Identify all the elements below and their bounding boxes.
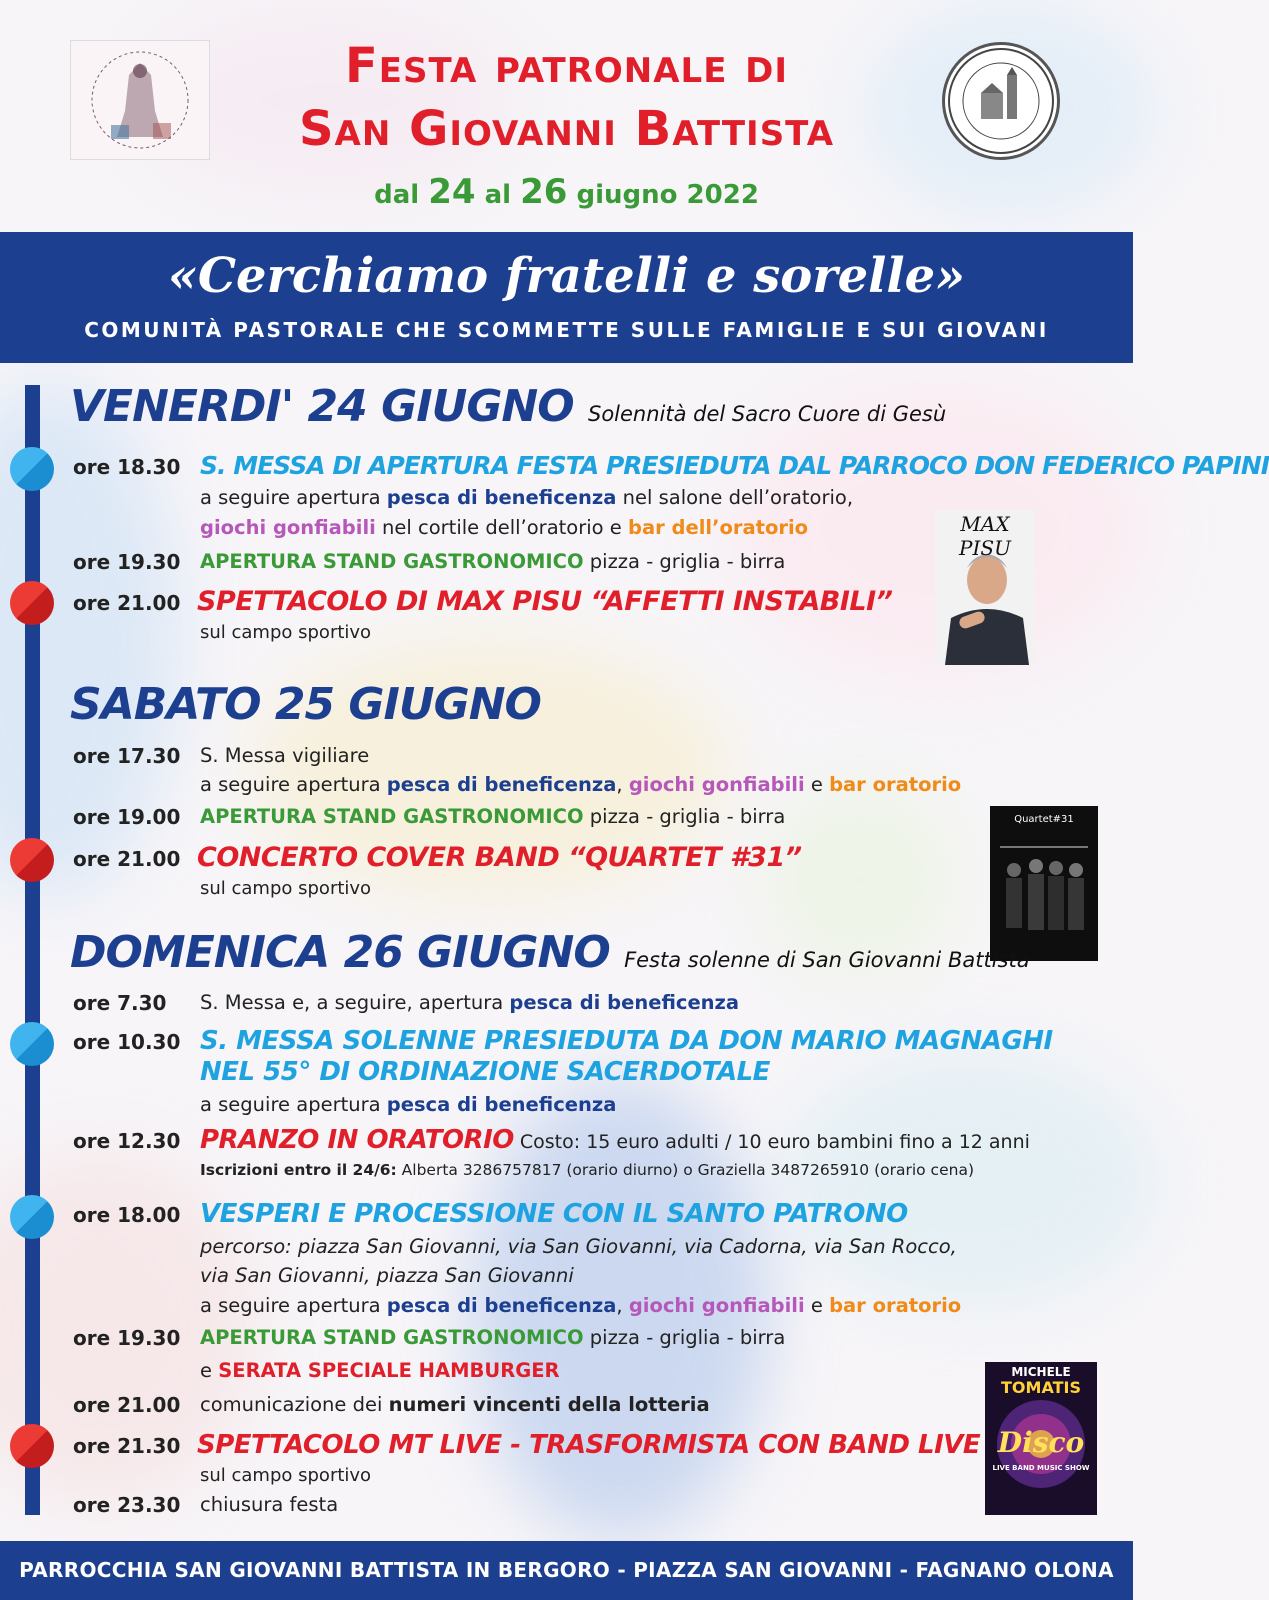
event-place: sul campo sportivo: [200, 1465, 372, 1486]
parish-seal: [942, 42, 1060, 160]
event-time: ore 23.30: [73, 1493, 181, 1517]
timeline-dot-blue: [10, 1022, 54, 1066]
church-seal-icon: [945, 45, 1057, 157]
event-time: ore 17.30: [73, 744, 181, 768]
timeline-dot-blue: [10, 1195, 54, 1239]
event-time: ore 19.30: [73, 1326, 181, 1350]
poster-name2: TOMATIS: [1001, 1378, 1081, 1397]
pastoral-community-logo: [70, 40, 210, 160]
event-time: ore 7.30: [73, 991, 167, 1015]
footer: PARROCCHIA SAN GIOVANNI BATTISTA IN BERGORO - PIAZZA SAN GIOVANNI - FAGNANO OLONA: [0, 1541, 1133, 1600]
event-detail: comunicazione dei numeri vincenti della lotteria: [200, 1393, 710, 1416]
event-title: SPETTACOLO DI MAX PISU “AFFETTI INSTABILI”: [197, 586, 893, 617]
motto: «Cerchiamo fratelli e sorelle»: [167, 248, 966, 304]
event-title-line2: NEL 55° DI ORDINAZIONE SACERDOTALE: [200, 1057, 770, 1087]
friday-note: Solennità del Sacro Cuore di Gesù: [588, 402, 947, 426]
event-title: CONCERTO COVER BAND “QUARTET #31”: [197, 842, 802, 873]
day-heading-sunday: DOMENICA 26 GIUGNO Festa solenne di San Giovanni Battista: [70, 927, 1030, 978]
event-title: SPETTACOLO MT LIVE - TRASFORMISTA CON BAND LIVE: [197, 1430, 981, 1460]
event-title: S. MESSA DI APERTURA FESTA PRESIEDUTA DAL PARROCO DON FEDERICO PAPINI: [200, 451, 1269, 480]
max-pisu-photo: [935, 510, 1035, 665]
event-title: VESPERI E PROCESSIONE CON IL SANTO PATRONO: [200, 1199, 908, 1229]
motto-subtitle: COMUNITÀ PASTORALE CHE SCOMMETTE SULLE FAMIGLIE E SUI GIOVANI: [84, 318, 1049, 342]
event-detail: S. Messa e, a seguire, apertura pesca di beneficenza: [200, 991, 740, 1014]
event-time: ore 21.00: [73, 847, 181, 871]
day-heading-saturday: SABATO 25 GIUGNO: [70, 679, 541, 730]
event-time: ore 21.00: [73, 591, 181, 615]
timeline-dot-red: [10, 1424, 54, 1468]
event-time: ore 18.00: [73, 1203, 181, 1227]
poster-name1: MICHELE: [1011, 1365, 1071, 1379]
procession-route: via San Giovanni, piazza San Giovanni: [200, 1264, 574, 1287]
event-time: ore 21.00: [73, 1393, 181, 1417]
festival-dates: dal 24 al 26 giugno 2022: [374, 172, 759, 212]
max-pisu-label: MAX PISU: [959, 512, 1011, 560]
event-detail: APERTURA STAND GASTRONOMICO pizza - griglia - birra: [200, 550, 786, 573]
header: [0, 0, 1133, 232]
event-time: ore 10.30: [73, 1030, 181, 1054]
event-detail: giochi gonfiabili nel cortile dell’oratorio e bar dell’oratorio: [200, 516, 809, 539]
event-detail: APERTURA STAND GASTRONOMICO pizza - griglia - birra: [200, 1326, 786, 1349]
event-place: sul campo sportivo: [200, 622, 372, 643]
event-time: ore 19.30: [73, 550, 181, 574]
motto-banner: [0, 232, 1133, 363]
event-detail: APERTURA STAND GASTRONOMICO pizza - griglia - birra: [200, 805, 786, 828]
event-detail: a seguire apertura pesca di beneficenza: [200, 1093, 617, 1116]
day-heading-friday: VENERDI' 24 GIUGNO Solennità del Sacro Cuore di Gesù: [70, 381, 947, 432]
event-detail: PRANZO IN ORATORIO Costo: 15 euro adulti / 10 euro bambini fino a 12 anni: [200, 1125, 1030, 1155]
event-time: ore 18.30: [73, 455, 181, 479]
festival-title-line2: San Giovanni Battista: [298, 101, 835, 157]
event-detail: a seguire apertura pesca di beneficenza, giochi gonfiabili e bar oratorio: [200, 773, 962, 796]
event-detail: e SERATA SPECIALE HAMBURGER: [200, 1359, 560, 1382]
procession-route: percorso: piazza San Giovanni, via San Giovanni, via Cadorna, via San Rocco,: [200, 1235, 957, 1258]
sunday-note: Festa solenne di San Giovanni Battista: [624, 948, 1030, 972]
event-detail: chiusura festa: [200, 1493, 339, 1516]
quartet-label: Quartet#31: [1014, 814, 1074, 825]
timeline-dot-red: [10, 838, 54, 882]
timeline-dot-blue: [10, 447, 54, 491]
timeline-dot-red: [10, 581, 54, 625]
timeline-bar: [25, 385, 40, 1515]
event-title: S. Messa vigiliare: [200, 744, 370, 767]
event-time: ore 19.00: [73, 805, 181, 829]
event-detail: a seguire apertura pesca di beneficenza nel salone dell’oratorio,: [200, 486, 854, 509]
madonna-logo-icon: [71, 41, 209, 159]
event-title: S. MESSA SOLENNE PRESIEDUTA DA DON MARIO MAGNAGHI: [200, 1026, 1053, 1056]
poster-subtitle: LIVE BAND MUSIC SHOW: [992, 1464, 1090, 1472]
event-time: ore 12.30: [73, 1129, 181, 1153]
festival-title-line1: Festa patronale di: [344, 38, 789, 94]
event-place: sul campo sportivo: [200, 878, 372, 899]
registration-info: Iscrizioni entro il 24/6: Alberta 3286757817 (orario diurno) o Graziella 3487265910 (orario cena): [200, 1161, 974, 1179]
event-detail: a seguire apertura pesca di beneficenza, giochi gonfiabili e bar oratorio: [200, 1294, 962, 1317]
event-time: ore 21.30: [73, 1434, 181, 1458]
michele-tomatis-poster: [985, 1362, 1097, 1515]
poster-disco: Disco: [997, 1426, 1085, 1459]
